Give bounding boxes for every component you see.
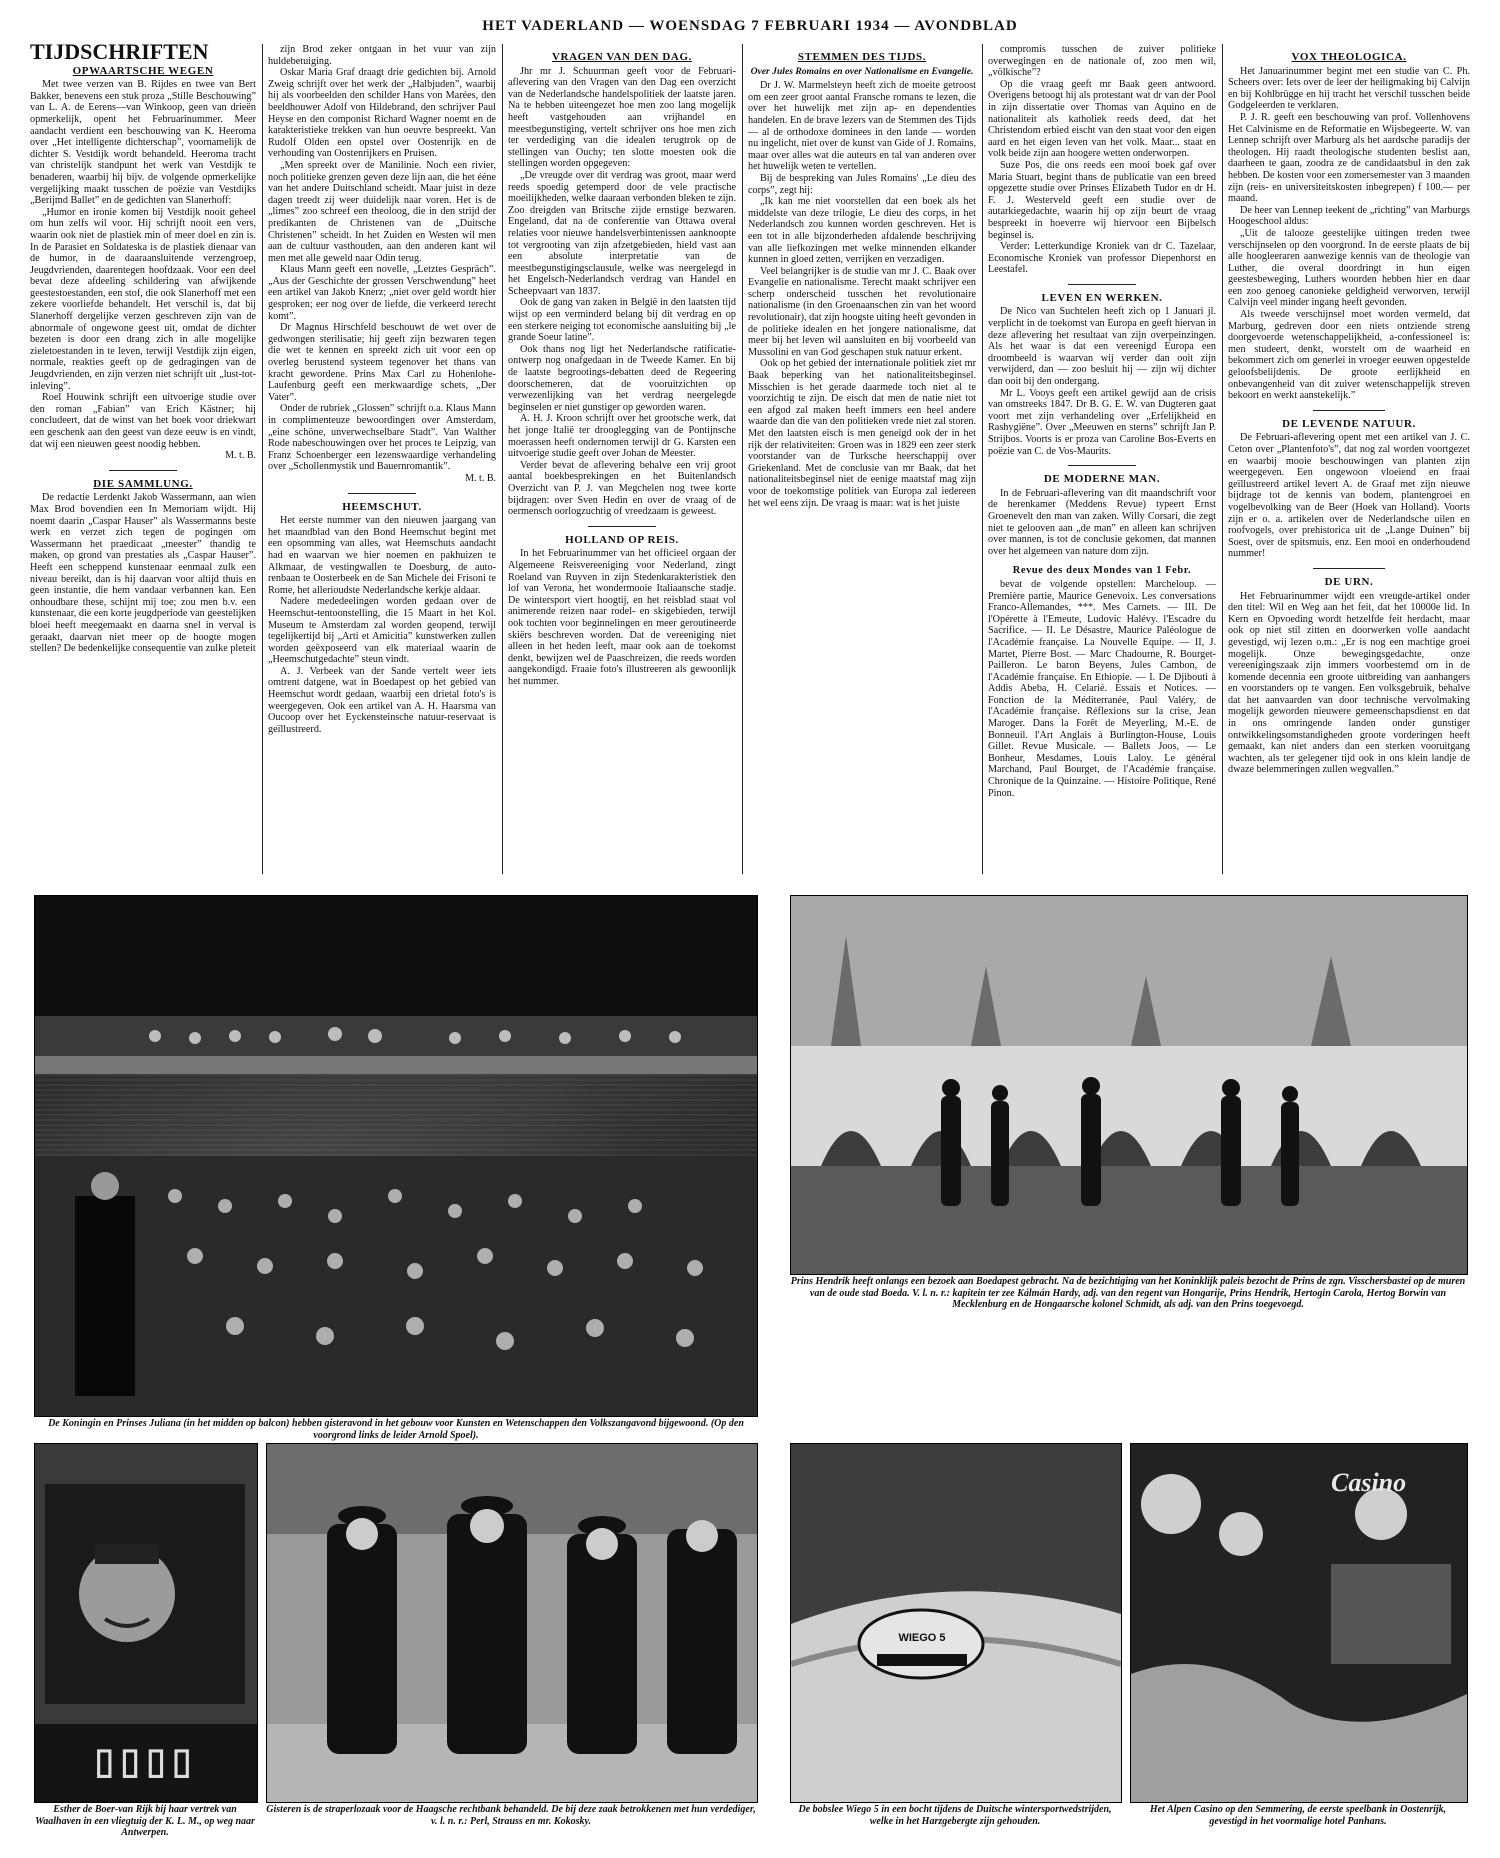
photo-caption: Esther de Boer-van Rijk bij haar vertrek van Waalhaven in een vliegtuig der K. L. M., op weg naar Antwerpen.	[35, 1804, 255, 1838]
alpen-casino-photo	[1130, 1443, 1468, 1803]
section-heading: DIE SAMMLUNG.	[93, 477, 193, 490]
article-paragraph: Mr L. Vooys geeft een artikel gewijd aan de crisis van omstreeks 1847. Dr B. G. E. W. van Dugteren gaat voort met zijn verhandeling over „Erfelijkheid en Rashygiëne”. Over „Meeuwen en sterns” schrijft Jan P. Strijbos. Voorts is er proza van Caroline Bos-Everts en poëzie van C. de Vos-Maurits.	[988, 387, 1216, 457]
divider	[588, 526, 656, 527]
article-paragraph: Roel Houwink schrijft een uitvoerige studie over den roman „Fabian” van Erich Kästner; hij concludeert, dat de winst van het boek voor driekwart een geschenk aan den geest van deze eeuw is en vindt, dat wij een nieuwen geest noodig hebben.	[30, 392, 256, 450]
bobsleigh-sign: WIEGO 5	[898, 1632, 946, 1644]
court-case-photo	[266, 1443, 758, 1803]
article-paragraph: Het eerste nummer van den nieuwen jaargang van het maandblad van den Bond Heemschut begint met een opsomming van alles, wat Heemschuts aandacht had en waarvan we hier noemen en pakhuizen te Alkmaar, de vestingwallen te Doesburg, de auto-renbaan te Oosterbeek en de San Michele dei Frisoni te Rome, het allerioudste Nederlandsche kerkje aldaar.	[268, 515, 496, 596]
section-heading: VOX THEOLOGICA.	[1291, 51, 1407, 63]
article-paragraph: Nadere mededeelingen worden gedaan over de Heemschut-tentoonstelling, die 15 Maart in het Kol. Museum te Amsterdam zal worden geopend, terwijl tegelijkertijd bij „Arti et Amicitia” kunstwerken zullen worden geëxposeerd van elk materiaal waarin de „Heemschutgedachte” steun vindt.	[268, 596, 496, 666]
article-paragraph: zijn Brod zeker ontgaan in het vuur van zijn huldebetuiging.	[268, 44, 496, 67]
budapest-bastion-photo	[790, 895, 1468, 1275]
section-heading: HOLLAND OP REIS.	[565, 533, 679, 546]
signature: M. t. B.	[465, 472, 496, 484]
article-quote: Als tweede verschijnsel moet worden vermeld, dat Marburg, gedreven door een niets ontziende streng doorgevoerde wetenschappelijkheid, a-confessioneel is: men studeert, denkt, worstelt om de waarheid en bekommert zich om generlei in vroeger eeuwen opgestelde geloofsbelijdenis. De groote eerlijkheid en onbevangenheid van dit zuiver wetenschappelijk streven bekoort en werkt aanstekelijk.”	[1228, 309, 1470, 402]
section-heading: DE MODERNE MAN.	[1043, 473, 1161, 486]
article-paragraph: In de Februari-aflevering van dit maandschrift voor de herenkamer (Meddens Revue) typeert Ernst Groenevelt den man van zaken. Willy Corsari, die zegt niet te gelooven aan „de man” en alleen kan schrijven over mannen, is tot de conclusie gekomen, dat mannen over het algemeen van nature dom zijn.	[988, 487, 1216, 557]
column-3	[508, 44, 736, 884]
column-4	[748, 44, 976, 884]
article-paragraph: Het Januarinummer begint met een studie van C. Ph. Scheers over: Iets over de leer der heiligmaking bij Calvijn en bij Kohlbrügge en hij tracht het verschil tusschen beide Godgeleerden te verklaren.	[1228, 65, 1470, 112]
article-paragraph: Ook de gang van zaken in België in den laatsten tijd wijst op een verminderd belang bij dit verdrag en op een sterkere neiging tot economische aansluiting bij „le grande Soeur latine”.	[508, 297, 736, 344]
article-paragraph: Ook thans nog ligt het Nederlandsche ratificatie-ontwerp nog onafgedaan in de Tweede Kamer. En bij de laatste begrootings-debatten deed de Regeering doorschemeren, dat de vooruitzichten op verwezenlijking van het verdrag neergelegde beginselen er niet gunstiger op geworden waren.	[508, 343, 736, 413]
article-quote: „Uit de talooze geestelijke uitingen treden twee verschijnselen op den voorgrond. In de eerste plaats de bij alle hoogleeraren aanwezige kennis van de theologie van Luther, die overal doordringt in hun eigen geestesbeweging, Luthers woorden hebben hier en daar een zoo genoeg canonieke geldigheid verworven, terwijl Calvijn veel minder ingang heeft gevonden.	[1228, 227, 1470, 309]
column-rule	[502, 44, 503, 874]
section-heading: DE URN.	[1324, 575, 1374, 588]
article-quote: „Ik kan me niet voorstellen dat een boek als het middelste van deze trilogie, Le dieu des corps, in het Nederlandsch zou kunnen worden geschreven. Het is een tot in alle bijzonderheden afdalende beschrijving van alle liefkozingen met welke minnenden elkander kunnen in gloed zetten, verrijken en verzadigen.	[748, 196, 976, 266]
article-paragraph: De Nico van Suchtelen heeft zich op 1 Januari jl. verplicht in de toekomst van Europa en geeft hiervan in deze aflevering het resultaat van zijn overpeinzingen. Als het waar is dat een vereenigd Europa een droombeeld is waarvan wij verder dan ooit zijn verwijderd, dan — zoo besluit hij — zijn wij dichter dan ooit bij den ondergang.	[988, 306, 1216, 388]
article-paragraph: De redactie Lerdenkt Jakob Wassermann, aan wien Max Brod bovendien een In Memoriam wijdt. Hij noemt daarin „Caspar Hauser” als Wassermanns beste werk en verzet zich tegen de pogingen om Wassermann het praedicaat „meester” thandig te maken, op grond van prestaties als „Caspar Hauser”. Heeft een scheppend kunstenaar eenmaal zulk een niveau bereikt, dan is hij daarvan voor altijd thuis en geen instantie, die hem vandaar verbannen kan. Een onhoudbare these, schijnt mij toe; zou men b.v. een kunstenaar, die een korte jeugdperiode van geestelijken bloei heeft meegemaakt en daarna snel in verval is geraakt, daarvan niet meer op de hoogte mogen stellen? De bedenkelijke consequentie van zulke pleteit	[30, 492, 256, 655]
article-paragraph: In het Februarinummer van het officieel orgaan der Algemeene Reisvereeniging voor Nederland, zingt Roeland van Ruyven in zijn Stedenkarakteristiek den lof van Verona, het wondermooie Italiaansche stadje. De wintersport viert hoogtij, en het reisblad staat vol animerende reizen naar rodel- en skigebieden, terwijl ook tochten voor beginnelingen en meer geroutineerde skiërs beschreven worden. Dat de vereeniging niet alleen in het heden leeft, maar ook aan de toekomst denkt, bewijzen wel de Paaschreizen, die reeds worden aangekondigd. Fraaie foto's illustreeren als gewoonlijk het nummer.	[508, 548, 736, 687]
article-paragraph: Dr J. W. Marmelsteyn heeft zich de moeite getroost om een zeer groot aantal Fransche romans te lezen, die over het huwelijk met zijn ap- en dependenties handelen. En de brave lezers van de Stemmen des Tijds — al de orthodoxe dominees in den lande — worden nu ingelicht, niet over de kunst van Gide of J. Romains, maar over alles wat die auteurs en tal van anderen over het huwelijk weten te vertellen.	[748, 80, 976, 173]
section-heading: Revue des deux Mondes van 1 Febr.	[1012, 565, 1192, 577]
page-title: TIJDSCHRIFTEN	[30, 44, 209, 64]
article-paragraph: Veel belangrijker is de studie van mr J. C. Baak over Evangelie en nationalisme. Terecht maakt schrijver een scherp onderscheid tusschen het revolutionaire nationalisme (in den Groenaanschen zin van het woord revolutionair), dat zijn hoogste uiting heeft gevonden in de politieke idealen en het jongere nationalisme, dat meer bij het leven wil aansluiten en bij voorbeeld van Mussolini en van God geschapen stuk natuur erkent.	[748, 265, 976, 358]
divider	[1313, 568, 1386, 569]
photo-caption: De Koningin en Prinses Juliana (in het midden op balcon) hebben gisteravond in het gebouw voor Kunsten en Wetenschappen den Volkszangavond bijgewoond. (Op den voorgrond links de leider Arnold Spoel).	[48, 1418, 744, 1441]
column-5	[988, 44, 1216, 884]
section-heading: DE LEVENDE NATUUR.	[1282, 417, 1416, 430]
article-paragraph: Ook op het gebied der internationale politiek ziet mr Baak beperking van het nationaliteitsbeginsel. Misschien is het gerade daarmede toch niet al te voorzichtig te zijn. De eisch dat men de natie niet tot een afgod zal maken heeft immers een heel andere waarde dan die van den politieken vrede niet zal storen. Met den laatsten eisch is men geneigd ook der in het rijk der relativiteiten: Groen was in 1829 een zeer sterk voorstander van de Turksche heerschappij over Griekenland. Met de conclusie van mr Baak, dat het nationaliteitsbeginsel niet de eenige maatstaf mag zijn voor de toekomstige politiek van Europa zal iedereen het wel eens zijn. De vraag is maar: wat is het juiste	[748, 358, 976, 509]
photo-caption: Prins Hendrik heeft onlangs een bezoek aan Boedapest gebracht. Na de bezichtiging van het Koninklijk paleis bezocht de Prins de zgn. Visschersbastei op de muren van de oude stad Boeda. V. l. n. r.: kapitein ter zee Kálmán Hardy, adj. van den regent van Hongarije, Prins Hendrik, Hertogin Carola, Hertog Borwin van Mecklenburg en de Hongaarsche kolonel Schmidt, als adj. van den Prins toegevoegd.	[790, 1276, 1466, 1310]
article-paragraph: Dr Magnus Hirschfeld beschouwt de wet over de gedwongen sterilisatie; hij geeft zijn bezwaren tegen die wet te kennen en spreekt zich uit voor een op overleg berustend systeem tegenover het thans van kracht gewordene. Prins Max Carl zu Hohenlohe-Laufenburg geeft een merkwaardige schets, „Der Vater”.	[268, 322, 496, 403]
divider	[1068, 284, 1136, 285]
photo-caption: De bobslee Wiego 5 in een bocht tijdens de Duitsche wintersportwedstrijden, welke in het Harzgebergte zijn gehouden.	[798, 1804, 1112, 1827]
article-paragraph: De Februari-aflevering opent met een artikel van J. C. Ceton over „Plantenfoto's”, dat nog zal worden voortgezet en waarbij mooie beschouwingen van planten zijn weergegeven. Een ongewoon vloeiend en fraai geïllustreerd artikel levert A. de Graaf met zijn nieuwe bijdrage tot de kennis van bodem, plantengroei en vogelbevolking van de Beer (Hoek van Holland). Voorts zijn er o. a. artikelen over de Nederlandsche uilen en roofvogels, over prehistorica uit de „Lange Duinen” bij Soest, over de spitsmuis, enz. Een mooi en onderhoudend nummer!	[1228, 432, 1470, 560]
article-paragraph: Verder: Letterkundige Kroniek van dr C. Tazelaar, Economische Kroniek van professor Diepenhorst en Leestafel.	[988, 241, 1216, 276]
article-paragraph: compromis tusschen de zuiver politieke overwegingen en de nationale of, zoo men wil, „völkische”?	[988, 44, 1216, 79]
photo-caption: Het Alpen Casino op den Semmering, de eerste speelbank in Oostenrijk, gevestigd in het voormalige hotel Panhans.	[1149, 1804, 1447, 1827]
article-paragraph: Klaus Mann geeft een novelle, „Letztes Gespräch”. „Aus der Geschichte der grossen Verschwendung” heet een artikel van Jakob Knerz; „niet over geld wordt hier gesproken; eer nog over de liefde, die verkeerd terecht komt”.	[268, 264, 496, 322]
article-paragraph: Op die vraag geeft mr Baak geen antwoord. Overigens betoogt hij als protestant wat dr van der Pool in zijn dissertatie over Thomas van Aquino en de nationaliteit als katholiek reeds deed, dat het Christendom erbied eischt van den staat voor den eigen aard en het eigen leven van het volk. Maar... staat en volk beide zijn aan hoogere wetten onderworpen.	[988, 78, 1216, 160]
article-paragraph: Jhr mr J. Schuurman geeft voor de Februari-aflevering van den Vragen van den Dag een overzicht van de Nederlandsche handelspolitiek der laatste jaren. Na te hebben uiteengezet hoe men zoo lang mogelijk heeft vastgehouden aan vrijhandel en meestbegunstiging, vertelt schrijver ons hoe men zich ter verdediging van die idealen terugtrok op de stellingen van Ouchy; ten slotte moesten ook die stellingen worden opgegeven:	[508, 65, 736, 170]
bobsleigh-photo	[790, 1443, 1122, 1803]
divider	[348, 493, 416, 494]
divider	[1068, 465, 1136, 466]
article-paragraph: Verder bevat de aflevering behalve een vrij groot aantal boekbesprekingen en het Buitenlandsch Overzicht van P. J. van Megchelen nog twee korte bijdragen: over Sven Hedin en over de vraag of de oermensch oorlogzuchtig of vreedzaam is geweest.	[508, 459, 736, 518]
article-paragraph: Suze Pos, die ons reeds een mooi boek gaf over Maria Stuart, begint thans de publicatie van een breed opgezette studie over Prinses Elizabeth Tudor en dr H. F. J. Westerveld geeft een studie over de autarkiegedachte, waarin hij op zijn beurt de vraag bespreekt in hoeverre wij hiervoor een Bijbelsch beginsel is.	[988, 159, 1216, 241]
section-heading: STEMMEN DES TIJDS.	[797, 51, 927, 63]
article-paragraph: P. J. R. geeft een beschouwing van prof. Vollenhovens Het Calvinisme en de Reformatie en Wijsbegeerte. W. van Lennep schrijft over Marburg als het aardsche paradijs der theologen. Hij raadt theologische studenten beslist aan, daarheen te gaan, zoodra ze de candidaatsbul in den zak hebben. De kosten voor een zomersemester van 3 maanden zijn (reis- en universiteitskosten inbegrepen) f 100.— per maand.	[1228, 111, 1470, 205]
section-heading: VRAGEN VAN DEN DAG.	[552, 51, 692, 63]
section-heading: HEEMSCHUT.	[342, 500, 422, 513]
divider	[1313, 410, 1386, 411]
article-quote: „Humor en ironie komen bij Vestdijk nooit geheel om hun zelfs wil voor. Hij schrijft nooit een vers, waarin ook niet de plastiek min of meer doel en zin is. In de Parasiet en Soldateska is de plastiek dienaar van de humor, in de daaraansluitende verzengroep, Jeugdvrienden, daarentegen hoofdzaak. Voor een deel bevat deze afdeeling schildering van afwijkende geestestoestanden, een stof, die ook Slanerhoff met een zekere voorliefde behandelt. Het verschil is, dat bij Slanerhoff dergelijke verzen geschreven zijn van de abnormale of ongewone geest uit, omdat de dichter bezeten is door een drang zich in alle mogelijke zieletoestanden in te leven, terwijl Vestdijk zijn eigen, normale, reakties geeft op de gedragingen van de Jeugdvrienden, en zijn verzen niet schrijft uit „lust-tot-inleving”.	[30, 206, 256, 392]
article-paragraph: Het Februarinummer wijdt een vreugde-artikel onder den titel: Wil en Weg aan het feit, dat het 10000e lid. In Kern en Opvoeding wordt hetzelfde feit herdacht, maar ook op niet stil zitten en doorwerken volle aandacht gevestigd, wij lezen o.m.: „Er is nog een machtige groei mogelijk. Onze bewegingsgedachte, onze vereenigingszaak zijn immers voorbestemd om in de komende decennia een groote uitbreiding van aanhangers en voorstanders op te vangen. Een volksgebruik, behalve dat het aanvaarden van door technische vervolmaking mogelijk geworden nieuwere gemeenschapsdienst en dat in ons omringende landen onder gunstiger ontwikkelingsomstandigheden groote vorderingen heeft gemaakt, kan niet anders dan een sterken vooruitgang wachten, als ter gelegener tijd ook in ons klein landje de dwaze belemmeringen zullen wegvallen.”	[1228, 590, 1470, 776]
divider	[109, 470, 177, 471]
section-heading: OPWAARTSCHE WEGEN	[72, 64, 214, 77]
masthead: HET VADERLAND — WOENSDAG 7 FEBRUARI 1934 — AVONDBLAD	[482, 18, 1018, 34]
article-quote: „Men spreekt over de Manilinie. Noch een rivier, noch politieke grenzen geven deze lijn aan, die het ééne van het andere Duitschland scheidt. Maar juist in deze dagen treedt zij weer duidelijk naar voren. Het is de „limes” zoo schreef een theoloog, die in den strijd der predikanten de Christenen van de „Duitsche Christenen” scheidt. In het Zuiden en Westen wil men aan de cultuur vasthouden, aan den anderen kant wil men met alle geweld naar Odin terug.	[268, 159, 496, 264]
signature: M. t. B.	[225, 450, 256, 462]
section-heading: LEVEN EN WERKEN.	[1041, 291, 1163, 304]
section-subheading: Over Jules Romains en over Nationalisme en Evangelie.	[750, 65, 974, 77]
article-quote: „De vreugde over dit verdrag was groot, maar werd reeds spoedig getemperd door de vele practische moeilijkheden, welke daaraan verbonden bleken te zijn. Zoo dreigden van Britsche zijde ernstige bezwaren. Engeland, dat na de conferentie van Ottawa overal relaties voor nieuwe handelsverbintenissen aanknoopte tot vergrooting van zijn afzetgebieden, hield vast aan een absolute interpretatie van de meestbegunstigingsclausule, welke was neergelegd in het Engelsch-Nederlandsch verdrag van Handel en Scheepvaart van 1837.	[508, 169, 736, 297]
column-2	[268, 44, 496, 884]
article-paragraph: A. H. J. Kroon schrijft over het grootsche werk, dat het jonge Italië ter drooglegging van de Pontijnsche moerassen heeft ondernomen terwijl dr G. Karsten een uitvoerige studie geeft over Johan de Meester.	[508, 413, 736, 460]
column-rule	[742, 44, 743, 874]
esther-de-boer-photo: ▯▯▯▯	[34, 1443, 258, 1803]
column-rule	[1222, 44, 1223, 874]
article-paragraph: Onder de rubriek „Glossen” schrijft o.a. Klaus Mann in complimenteuze bewoordingen over Amsterdam, „eine schöne, unverwechselbare Stadt”. Van Walther Rode nabeschouwingen over het proces te Leipzig, van Franz Schoenberger een lezenswaardige verhandeling over „Schollenmystik und Bauernromantik”.	[268, 403, 496, 473]
photo-caption: Gisteren is de straperlozaak voor de Haagsche rechtbank behandeld. De bij deze zaak betrokkenen met hun verdediger, v. l. n. r.: Perl, Strauss en mr. Kokosky.	[266, 1804, 756, 1827]
article-paragraph: bevat de volgende opstellen: Marcheloup. — Première partie, Maurice Genevoix. Les conversations Franco-Allemandes, ***. Mes Carnets. — III. De l'Opérette à l'Emeute, Ludovic Halévy. l'Escadre du Sacrifice. — II. Le Désastre, Maurice Paléologue de l'Académie française. La Nouvelle Equipe. — II, J. Martet, Pierre Bost. — Marc Chadourne, R. Bourget-Pailleron. Le baron Beyens, Jules Cambon, de l'Académie française. En Ethiopie. — I. De Djibouti à Addis Abeba, H. Celarié. Essais et Notices. — Fonction de la Méditerranée, Paul Valéry, de l'Académie française. Réflexions sur la crise, Jean Maroger. Dans la Forêt de Meyerling, M.-E. de Bonneuil. l'Art Anglais à Burlington-House, Louis Gillet. Revue Musicale. — Ballets Joos, — Le Bonheur, Mesdames, Louis Laloy. Le général Marchand, Paul Bourget, de l'Académie française. Chronique de la Quinzaine. — Histoire Politique, René Pinon.	[988, 578, 1216, 799]
article-paragraph: Oskar Maria Graf draagt drie gedichten bij. Arnold Zweig schrijft over het werk der „Halbjuden”, waarbij hij als voorbeelden den schilder Hans von Marées, den beeldhouwer Adolf von Hildebrand, den schrijver Paul Heyse en den componist Richard Wagner noemt en de karakteristieke trekken van hun oeuvre bespreekt. Van Rudolf Olden een opstel over Oostenrijk en de verhouding van Oostenrijkers en Pruisen.	[268, 67, 496, 160]
casino-sign: Casino	[1331, 1468, 1407, 1497]
column-rule	[982, 44, 983, 874]
article-paragraph: De heer van Lennep teekent de „richting” van Marburgs Hoogeschool aldus:	[1228, 204, 1470, 228]
article-paragraph: A. J. Verbeek van der Sande vertelt weer iets omtrent datgene, wat in Boedapest op het gebied van Heemschut wordt gedaan, waarbij een drietal foto's is weergegeven. Ook een artikel van A. H. Haarsma van Oucoop over het Eyckensteinsche natuur-reservaat is geïllustreerd.	[268, 665, 496, 735]
article-paragraph: Bij de bespreking van Jules Romains' „Le dieu des corps”, zegt hij:	[748, 172, 976, 196]
column-1	[30, 44, 256, 884]
concert-hall-photo	[34, 895, 758, 1417]
column-rule	[262, 44, 263, 874]
column-6	[1228, 44, 1470, 884]
article-paragraph: Met twee verzen van B. Rijdes en twee van Bert Bakker, benevens een stuk proza „Stille Beschouwing” van L. A. de Eerens—van Winkoop, geen van drieën opmerkelijk, opent het Februarinummer. Meer aandacht verdient een beschouwing van K. Heeroma over „Het intelligente dichterschap”, voornamelijk de dichter S. Vestdijk wordt behandeld. Heeroma tracht van christelijk standpunt het werk van Vestdijk te benaderen, waarbij hij bijv. de volgende opmerkelijke vergelijking maakt tusschen de poëzie van Vestdijks „Berijmd Ballet” en de gedichten van Slanerhoff:	[30, 79, 256, 207]
